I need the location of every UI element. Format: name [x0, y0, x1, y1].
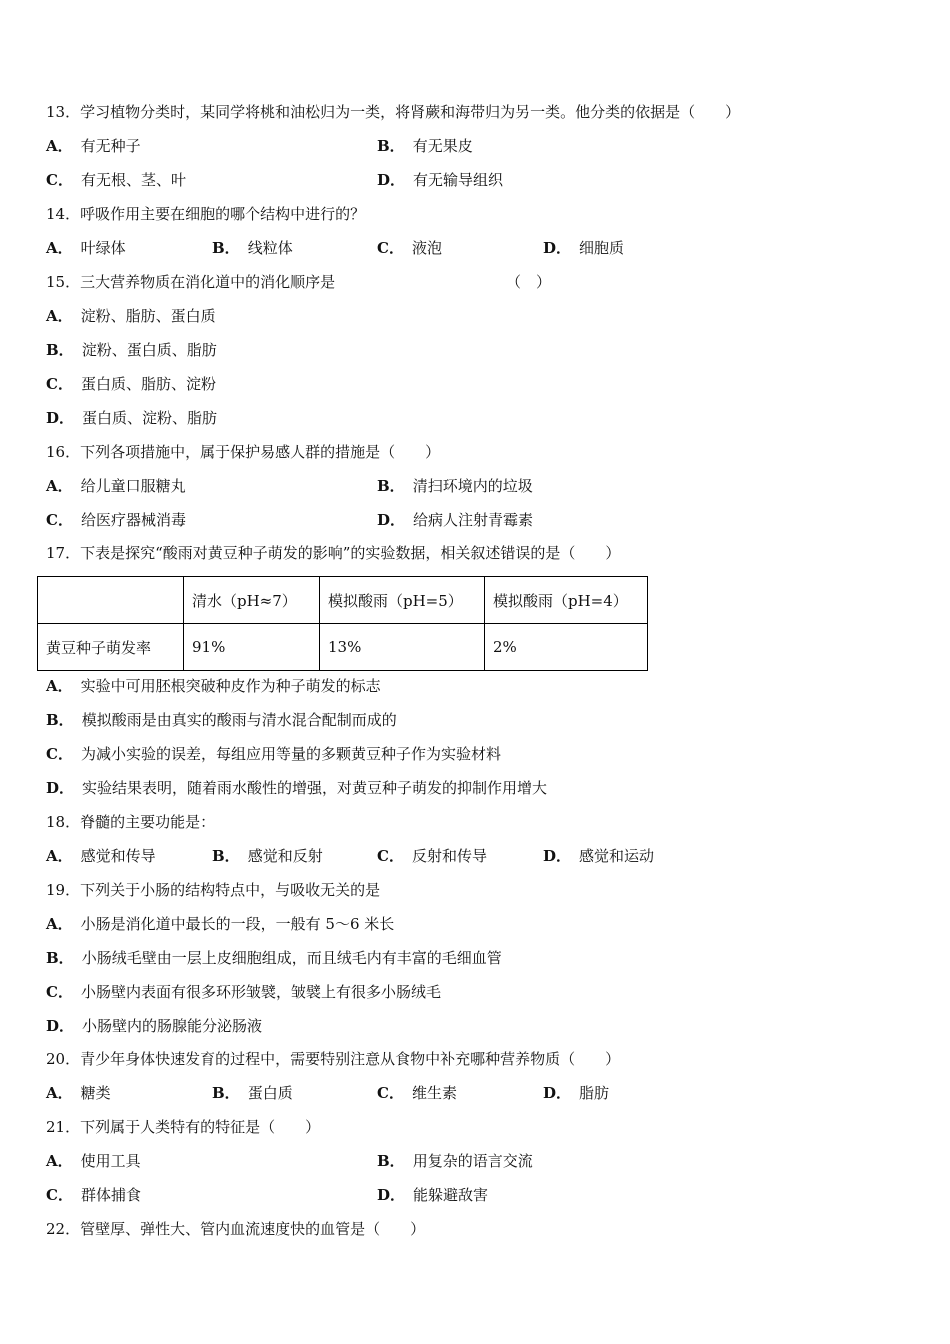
table-cell: 2% [485, 624, 648, 671]
option-18a[interactable]: A． 感觉和传导 [46, 847, 156, 865]
question-18 [46, 810, 215, 834]
question-number: 18． [46, 813, 81, 831]
option-20a[interactable]: A． 糖类 [46, 1084, 111, 1102]
option-20b[interactable]: B． 蛋白质 [212, 1084, 293, 1102]
option-14a[interactable]: A． 叶绿体 [46, 239, 126, 257]
option-15c[interactable]: C． 蛋白质、脂肪、淀粉 [46, 375, 216, 393]
option-17b[interactable]: B． 模拟酸雨是由真实的酸雨与清水混合配制而成的 [46, 711, 397, 729]
question-text: 呼吸作用主要在细胞的哪个结构中进行的？ [80, 205, 366, 223]
option-15b[interactable]: B． 淀粉、蛋白质、脂肪 [46, 341, 217, 359]
option-21c[interactable]: C． 群体捕食 [46, 1186, 141, 1204]
question-text: 三大营养物质在消化道中的消化顺序是 [80, 273, 336, 291]
option-16d[interactable]: D． 给病人注射青霉素 [377, 511, 534, 529]
question-22 [46, 1217, 425, 1241]
option-19c[interactable]: C． 小肠壁内表面有很多环形皱襞，皱襞上有很多小肠绒毛 [46, 983, 441, 1001]
option-17d[interactable]: D． 实验结果表明，随着雨水酸性的增强，对黄豆种子萌发的抑制作用增大 [46, 779, 548, 797]
option-14d[interactable]: D． 细胞质 [543, 239, 625, 257]
table-header-cell: 清水（pH≈7） [184, 577, 320, 624]
option-21d[interactable]: D． 能躲避敌害 [377, 1186, 489, 1204]
option-13b[interactable]: B． 有无果皮 [377, 137, 473, 155]
question-20 [46, 1047, 620, 1071]
option-18d[interactable]: D． 感觉和运动 [543, 847, 655, 865]
question-number: 13． [46, 103, 81, 121]
question-number: 22． [46, 1220, 81, 1238]
question-text: 下列关于小肠的结构特点中，与吸收无关的是 [80, 881, 381, 899]
option-15a[interactable]: A． 淀粉、脂肪、蛋白质 [46, 307, 216, 325]
table-cell: 13% [320, 624, 485, 671]
option-13a[interactable]: A． 有无种子 [46, 137, 141, 155]
question-number: 20． [46, 1050, 81, 1068]
question-19 [46, 878, 380, 902]
answer-bracket: （ ） [506, 273, 552, 291]
option-15d[interactable]: D． 蛋白质、淀粉、脂肪 [46, 409, 218, 427]
option-20c[interactable]: C． 维生素 [377, 1084, 457, 1102]
option-21b[interactable]: B． 用复杂的语言交流 [377, 1152, 533, 1170]
experiment-table [37, 576, 648, 671]
question-text: 管壁厚、弹性大、管内血流速度快的血管是（ ） [80, 1220, 426, 1238]
table-cell: 黄豆种子萌发率 [38, 624, 184, 671]
option-19d[interactable]: D． 小肠壁内的肠腺能分泌肠液 [46, 1017, 263, 1035]
option-13d[interactable]: D． 有无输导组织 [377, 171, 504, 189]
question-number: 21． [46, 1118, 81, 1136]
table-header-cell [38, 577, 184, 624]
option-19b[interactable]: B． 小肠绒毛壁由一层上皮细胞组成，而且绒毛内有丰富的毛细血管 [46, 949, 502, 967]
table-header-cell: 模拟酸雨（pH=5） [320, 577, 485, 624]
question-text: 脊髓的主要功能是： [80, 813, 216, 831]
question-text: 学习植物分类时，某同学将桃和油松归为一类，将肾蕨和海带归为另一类。他分类的依据是（ ） [80, 103, 741, 121]
option-13c[interactable]: C． 有无根、茎、叶 [46, 171, 186, 189]
table-header-row [38, 577, 648, 624]
option-14b[interactable]: B． 线粒体 [212, 239, 293, 257]
option-18c[interactable]: C． 反射和传导 [377, 847, 487, 865]
option-14c[interactable]: C． 液泡 [377, 239, 442, 257]
table-header-cell: 模拟酸雨（pH=4） [485, 577, 648, 624]
question-number: 16． [46, 443, 81, 461]
question-number: 17． [46, 544, 81, 562]
table-row [38, 624, 648, 671]
question-13 [46, 100, 740, 124]
option-19a[interactable]: A． 小肠是消化道中最长的一段，一般有 5～6 米长 [46, 915, 395, 933]
option-16c[interactable]: C． 给医疗器械消毒 [46, 511, 186, 529]
question-16 [46, 440, 440, 464]
question-number: 15． [46, 273, 81, 291]
question-number: 14． [46, 205, 81, 223]
option-21a[interactable]: A． 使用工具 [46, 1152, 141, 1170]
option-17c[interactable]: C． 为减小实验的误差，每组应用等量的多颗黄豆种子作为实验材料 [46, 745, 501, 763]
option-20d[interactable]: D． 脂肪 [543, 1084, 610, 1102]
option-16a[interactable]: A． 给儿童口服糖丸 [46, 477, 186, 495]
table-cell: 91% [184, 624, 320, 671]
option-18b[interactable]: B． 感觉和反射 [212, 847, 323, 865]
option-17a[interactable]: A． 实验中可用胚根突破种皮作为种子萌发的标志 [46, 677, 381, 695]
question-text: 青少年身体快速发育的过程中，需要特别注意从食物中补充哪种营养物质（ ） [80, 1050, 621, 1068]
option-16b[interactable]: B． 清扫环境内的垃圾 [377, 477, 533, 495]
question-14 [46, 202, 365, 226]
question-number: 19． [46, 881, 81, 899]
question-21 [46, 1115, 320, 1139]
question-17 [46, 541, 620, 565]
question-15 [46, 270, 335, 294]
question-text: 下列各项措施中，属于保护易感人群的措施是（ ） [80, 443, 441, 461]
question-text: 下列属于人类特有的特征是（ ） [80, 1118, 321, 1136]
question-text: 下表是探究“酸雨对黄豆种子萌发的影响”的实验数据，相关叙述错误的是（ ） [80, 544, 621, 562]
